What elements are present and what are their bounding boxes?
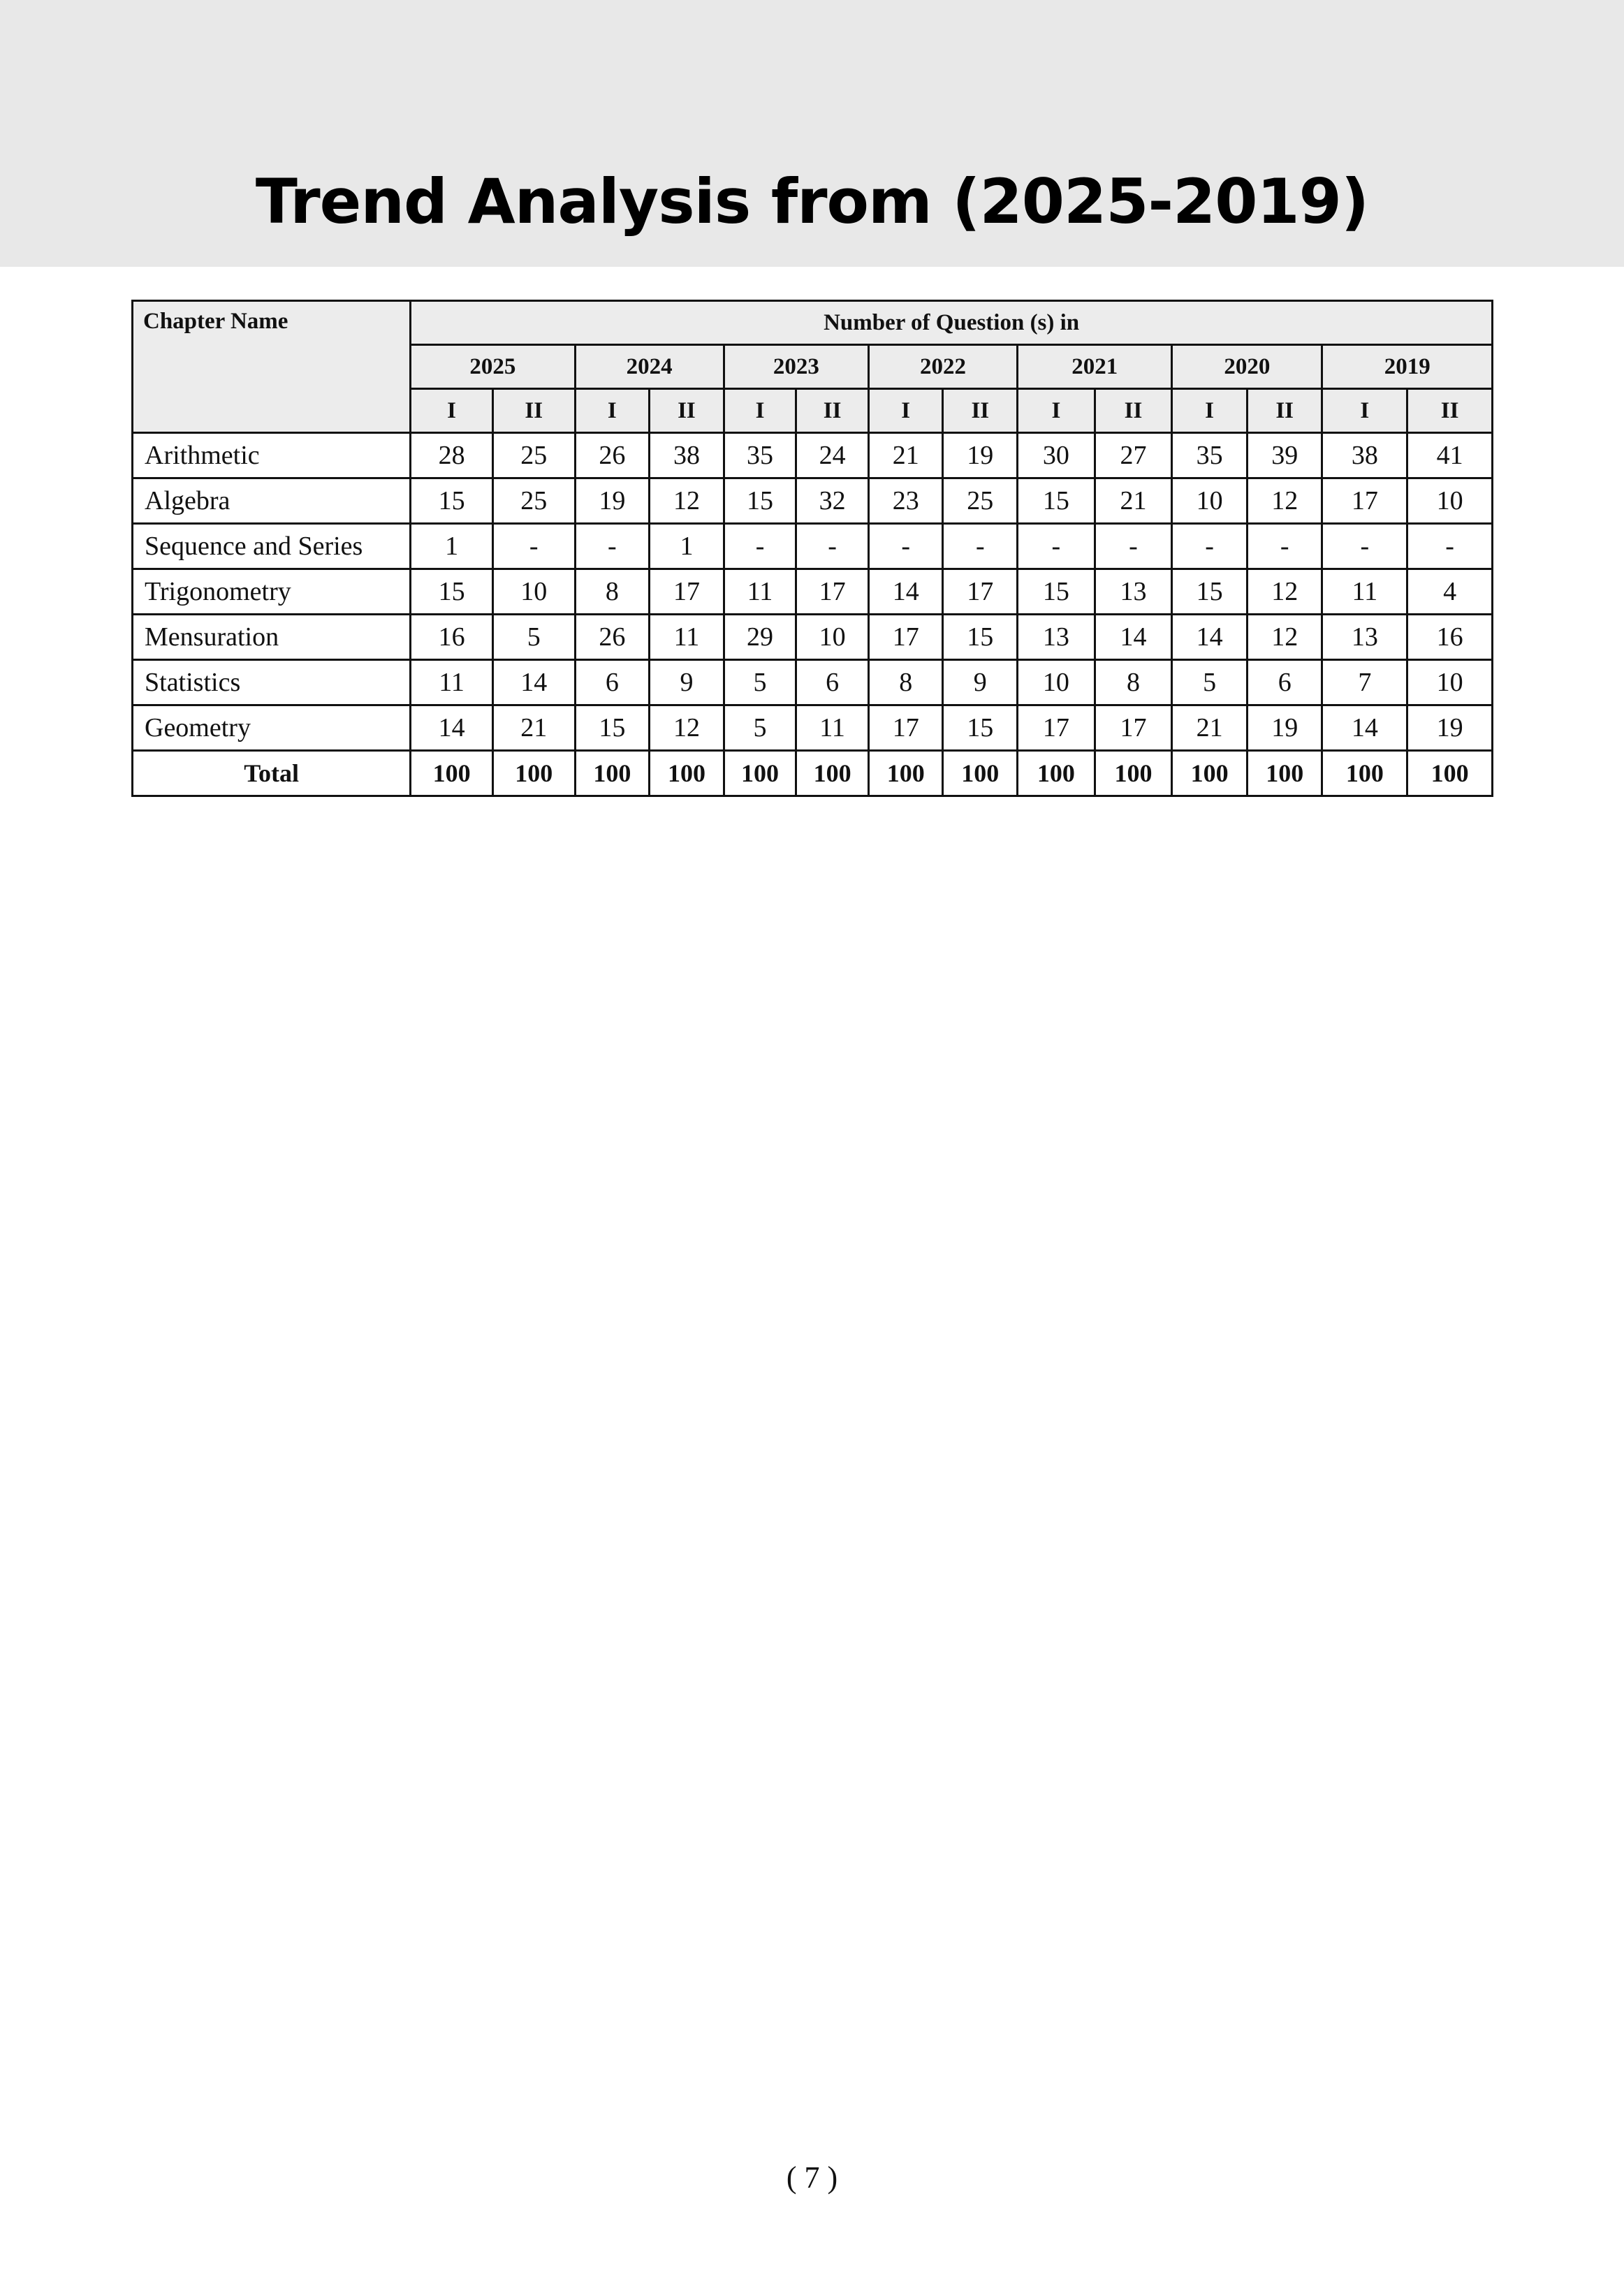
question-count-cell: 17 [868, 705, 943, 751]
question-count-cell: - [1247, 524, 1322, 569]
total-row [133, 751, 1493, 796]
chapter-name-cell: Statistics [133, 660, 411, 705]
question-count-cell: 29 [724, 615, 796, 660]
question-count-cell: 5 [1172, 660, 1248, 705]
question-count-cell: 17 [868, 615, 943, 660]
paper-header: I [868, 389, 943, 433]
question-count-cell: 13 [1095, 569, 1172, 615]
question-count-cell: 15 [1018, 478, 1095, 524]
question-count-cell: 11 [650, 615, 724, 660]
question-count-cell: 11 [796, 705, 869, 751]
question-count-cell: 27 [1095, 433, 1172, 478]
table-row [133, 433, 1493, 478]
paper-header: I [1172, 389, 1248, 433]
paper-header: I [411, 389, 493, 433]
table-row [133, 478, 1493, 524]
paper-header: I [1322, 389, 1407, 433]
question-count-cell: 24 [796, 433, 869, 478]
question-count-cell: - [724, 524, 796, 569]
year-header: 2020 [1172, 345, 1322, 389]
total-value-cell: 100 [943, 751, 1018, 796]
question-count-cell: 15 [943, 705, 1018, 751]
question-count-cell: 15 [724, 478, 796, 524]
question-count-cell: 11 [1322, 569, 1407, 615]
chapter-name-cell: Algebra [133, 478, 411, 524]
question-count-cell: 6 [575, 660, 650, 705]
question-count-cell: - [1322, 524, 1407, 569]
question-count-cell: 38 [650, 433, 724, 478]
total-value-cell: 100 [1407, 751, 1493, 796]
table-row [133, 569, 1493, 615]
chapter-name-cell: Mensuration [133, 615, 411, 660]
paper-header: II [1247, 389, 1322, 433]
question-count-cell: 15 [575, 705, 650, 751]
question-count-cell: 12 [1247, 478, 1322, 524]
question-count-cell: 14 [492, 660, 575, 705]
question-count-cell: 14 [868, 569, 943, 615]
question-count-cell: 11 [411, 660, 493, 705]
question-count-cell: 5 [492, 615, 575, 660]
total-value-cell: 100 [796, 751, 869, 796]
question-count-cell: 21 [1172, 705, 1248, 751]
chapter-name-cell: Geometry [133, 705, 411, 751]
year-header: 2021 [1018, 345, 1172, 389]
question-count-cell: 41 [1407, 433, 1493, 478]
question-count-cell: 17 [1095, 705, 1172, 751]
paper-header: II [943, 389, 1018, 433]
question-count-cell: 8 [1095, 660, 1172, 705]
page-title: Trend Analysis from (2025-2019) [255, 166, 1369, 237]
chapter-name-header: Chapter Name [133, 301, 411, 433]
question-count-cell: - [1018, 524, 1095, 569]
year-header: 2022 [868, 345, 1017, 389]
question-count-cell: 11 [724, 569, 796, 615]
question-count-cell: 16 [1407, 615, 1493, 660]
question-count-cell: 15 [411, 478, 493, 524]
question-count-cell: 10 [1018, 660, 1095, 705]
question-count-cell: 19 [1407, 705, 1493, 751]
question-count-cell: 10 [1407, 478, 1493, 524]
question-count-cell: 39 [1247, 433, 1322, 478]
question-count-cell: - [868, 524, 943, 569]
table-row [133, 615, 1493, 660]
question-count-cell: 9 [650, 660, 724, 705]
chapter-name-cell: Trigonometry [133, 569, 411, 615]
question-count-cell: 8 [868, 660, 943, 705]
question-count-cell: 17 [1322, 478, 1407, 524]
question-count-cell: 38 [1322, 433, 1407, 478]
year-header: 2025 [411, 345, 575, 389]
question-count-cell: - [575, 524, 650, 569]
question-count-cell: 17 [1018, 705, 1095, 751]
question-count-cell: 16 [411, 615, 493, 660]
question-count-cell: 7 [1322, 660, 1407, 705]
total-label: Total [133, 751, 411, 796]
total-value-cell: 100 [492, 751, 575, 796]
total-value-cell: 100 [1172, 751, 1248, 796]
question-count-cell: 12 [1247, 615, 1322, 660]
question-count-cell: 14 [1322, 705, 1407, 751]
chapter-name-cell: Sequence and Series [133, 524, 411, 569]
question-count-cell: 26 [575, 433, 650, 478]
question-count-cell: 25 [492, 433, 575, 478]
paper-header: I [724, 389, 796, 433]
paper-header: I [1018, 389, 1095, 433]
question-count-cell: 8 [575, 569, 650, 615]
question-count-cell: 35 [1172, 433, 1248, 478]
question-count-cell: - [1095, 524, 1172, 569]
question-count-cell: 35 [724, 433, 796, 478]
question-count-cell: 15 [1172, 569, 1248, 615]
question-count-cell: 9 [943, 660, 1018, 705]
table-row [133, 524, 1493, 569]
question-count-cell: - [492, 524, 575, 569]
question-count-cell: 17 [943, 569, 1018, 615]
question-count-cell: - [1407, 524, 1493, 569]
question-count-cell: 25 [492, 478, 575, 524]
total-value-cell: 100 [1322, 751, 1407, 796]
total-value-cell: 100 [411, 751, 493, 796]
question-count-cell: 6 [796, 660, 869, 705]
question-count-cell: 17 [650, 569, 724, 615]
table-row [133, 660, 1493, 705]
total-value-cell: 100 [1095, 751, 1172, 796]
total-value-cell: 100 [650, 751, 724, 796]
year-header: 2023 [724, 345, 868, 389]
question-count-cell: - [1172, 524, 1248, 569]
question-count-cell: 25 [943, 478, 1018, 524]
question-count-cell: 14 [411, 705, 493, 751]
question-count-cell: 23 [868, 478, 943, 524]
question-count-cell: - [796, 524, 869, 569]
question-count-header: Number of Question (s) in [411, 301, 1493, 345]
question-count-cell: 28 [411, 433, 493, 478]
question-count-cell: 15 [1018, 569, 1095, 615]
question-count-cell: 17 [796, 569, 869, 615]
question-count-cell: 19 [943, 433, 1018, 478]
table-body [133, 433, 1493, 796]
question-count-cell: 13 [1018, 615, 1095, 660]
question-count-cell: 26 [575, 615, 650, 660]
total-value-cell: 100 [868, 751, 943, 796]
total-value-cell: 100 [575, 751, 650, 796]
paper-header: II [1407, 389, 1493, 433]
question-count-cell: 21 [868, 433, 943, 478]
question-count-cell: 1 [650, 524, 724, 569]
paper-header: II [796, 389, 869, 433]
question-count-cell: 21 [492, 705, 575, 751]
question-count-cell: 1 [411, 524, 493, 569]
question-count-cell: 13 [1322, 615, 1407, 660]
paper-header: II [1095, 389, 1172, 433]
question-count-cell: - [943, 524, 1018, 569]
question-count-cell: 10 [1407, 660, 1493, 705]
paper-header: I [575, 389, 650, 433]
question-count-cell: 10 [1172, 478, 1248, 524]
question-count-cell: 15 [411, 569, 493, 615]
table-header-row-group [133, 301, 1493, 345]
year-header: 2019 [1322, 345, 1493, 389]
trend-analysis-table [131, 300, 1493, 797]
question-count-cell: 15 [943, 615, 1018, 660]
question-count-cell: 32 [796, 478, 869, 524]
page-number: ( 7 ) [786, 2160, 838, 2195]
question-count-cell: 10 [796, 615, 869, 660]
question-count-cell: 10 [492, 569, 575, 615]
paper-header: II [650, 389, 724, 433]
chapter-name-cell: Arithmetic [133, 433, 411, 478]
question-count-cell: 21 [1095, 478, 1172, 524]
paper-header: II [492, 389, 575, 433]
question-count-cell: 19 [1247, 705, 1322, 751]
question-count-cell: 5 [724, 705, 796, 751]
total-value-cell: 100 [724, 751, 796, 796]
total-value-cell: 100 [1018, 751, 1095, 796]
question-count-cell: 14 [1095, 615, 1172, 660]
question-count-cell: 5 [724, 660, 796, 705]
question-count-cell: 12 [650, 478, 724, 524]
question-count-cell: 12 [1247, 569, 1322, 615]
question-count-cell: 19 [575, 478, 650, 524]
total-value-cell: 100 [1247, 751, 1322, 796]
question-count-cell: 30 [1018, 433, 1095, 478]
year-header: 2024 [575, 345, 724, 389]
question-count-cell: 14 [1172, 615, 1248, 660]
question-count-cell: 6 [1247, 660, 1322, 705]
question-count-cell: 4 [1407, 569, 1493, 615]
table-row [133, 705, 1493, 751]
question-count-cell: 12 [650, 705, 724, 751]
